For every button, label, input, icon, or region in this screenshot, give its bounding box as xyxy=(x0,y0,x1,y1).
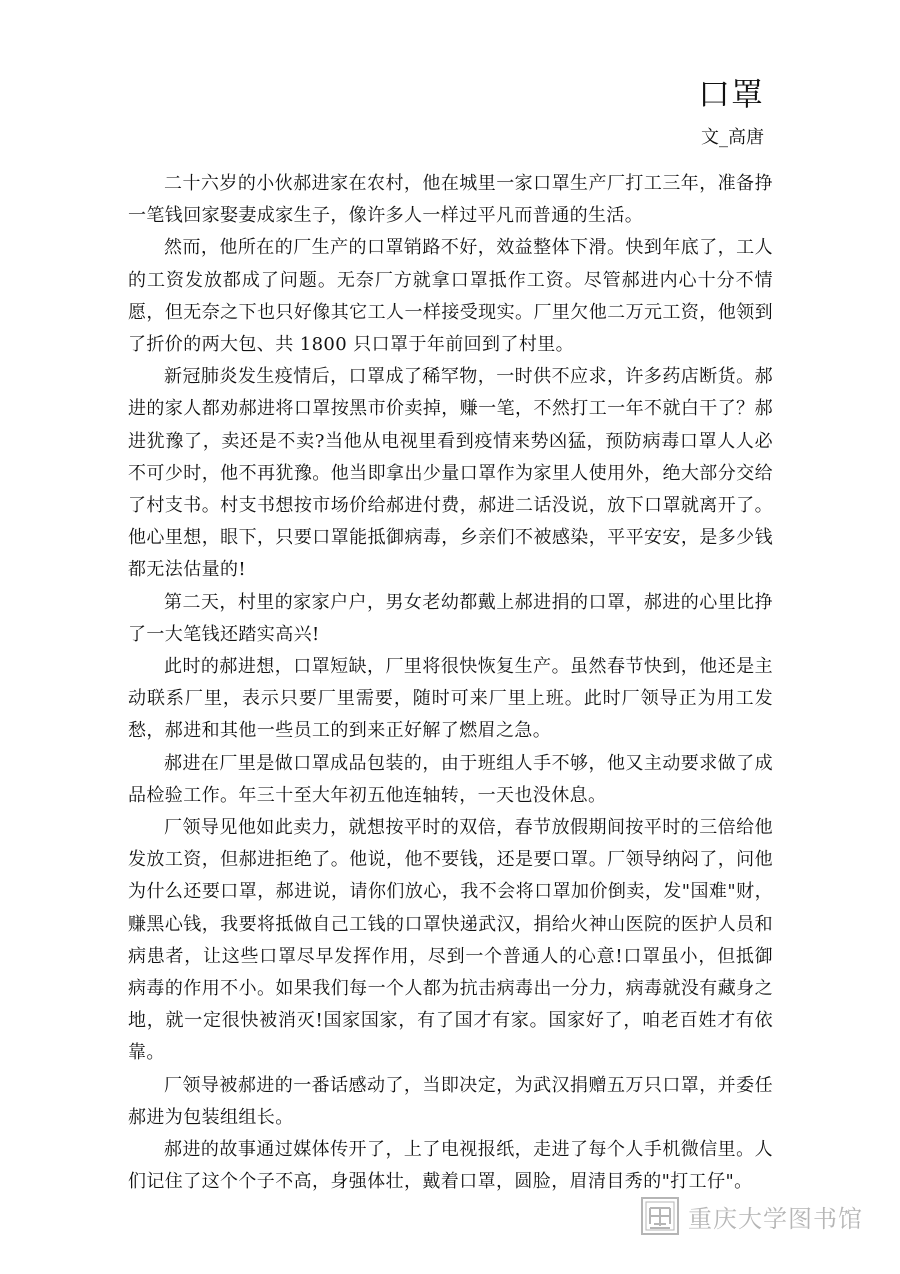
paragraph: 郝进的故事通过媒体传开了，上了电视报纸，走进了每个人手机微信里。人们记住了这个个子不高，身强体壮，戴着口罩，圆脸，眉清目秀的"打工仔"。 xyxy=(128,1139,773,1193)
paragraph: 新冠肺炎发生疫情后，口罩成了稀罕物，一时供不应求，许多药店断货。郝进的家人都劝郝进将口罩按黑市价卖掉，赚一笔，不然打工一年不就白干了？郝进犹豫了，卖还是不卖?当他从电视里看到疫情来势凶猛，预防病毒口罩人人必不可少时，他不再犹豫。他当即拿出少量口罩作为家里人使用外，绝大部分交给了村支书。村支书想按市场价给郝进付费，郝进二话没说，放下口罩就离开了。他心里想，眼下，只要口罩能抵御病毒，乡亲们不被感染，平平安安，是多少钱都无法估量的! xyxy=(128,366,773,581)
library-seal-icon xyxy=(640,1196,680,1236)
library-watermark xyxy=(640,1196,863,1236)
article-title: 口罩 xyxy=(697,75,764,113)
paragraph: 然而，他所在的厂生产的口罩销路不好，效益整体下滑。快到年底了，工人的工资发放都成了问题。无奈厂方就拿口罩抵作工资。尽管郝进内心十分不情愿，但无奈之下也只好像其它工人一样接受现实。厂里欠他二万元工资，他领到了折价的两大包、共 1800 只口罩于年前回到了村里。 xyxy=(128,237,773,356)
paragraph: 二十六岁的小伙郝进家在农村，他在城里一家口罩生产厂打工三年，准备挣一笔钱回家娶妻成家生子，像许多人一样过平凡而普通的生活。 xyxy=(128,173,773,227)
paragraph: 厂领导见他如此卖力，就想按平时的双倍，春节放假期间按平时的三倍给他发放工资，但郝进拒绝了。他说，他不要钱，还是要口罩。厂领导纳闷了，问他为什么还要口罩，郝进说，请你们放心，我不会将口罩加价倒卖，发"国难"财，赚黑心钱，我要将抵做自己工钱的口罩快递武汉，捐给火神山医院的医护人员和病患者，让这些口罩尽早发挥作用，尽到一个普通人的心意!口罩虽小，但抵御病毒的作用不小。如果我们每一个人都为抗击病毒出一分力，病毒就没有藏身之地，就一定很快被消灭!国家国家，有了国才有家。国家好了，咱老百姓才有依靠。 xyxy=(128,817,773,1064)
paragraph: 厂领导被郝进的一番话感动了，当即决定，为武汉捐赠五万只口罩，并委任郝进为包装组组长。 xyxy=(128,1074,773,1128)
article-author: 文_高唐 xyxy=(701,127,764,148)
watermark-text: 重庆大学图书馆 xyxy=(688,1204,863,1233)
paragraph: 此时的郝进想，口罩短缺，厂里将很快恢复生产。虽然春节快到，他还是主动联系厂里，表示只要厂里需要，随时可来厂里上班。此时厂领导正为用工发愁，郝进和其他一些员工的到来正好解了燃眉之急。 xyxy=(128,656,773,742)
paragraph: 郝进在厂里是做口罩成品包装的，由于班组人手不够，他又主动要求做了成品检验工作。年三十至大年初五他连轴转，一天也没休息。 xyxy=(128,752,773,806)
article-body xyxy=(128,168,773,1199)
paragraph: 第二天，村里的家家户户，男女老幼都戴上郝进捐的口罩，郝进的心里比挣了一大笔钱还踏实高兴! xyxy=(128,591,773,645)
